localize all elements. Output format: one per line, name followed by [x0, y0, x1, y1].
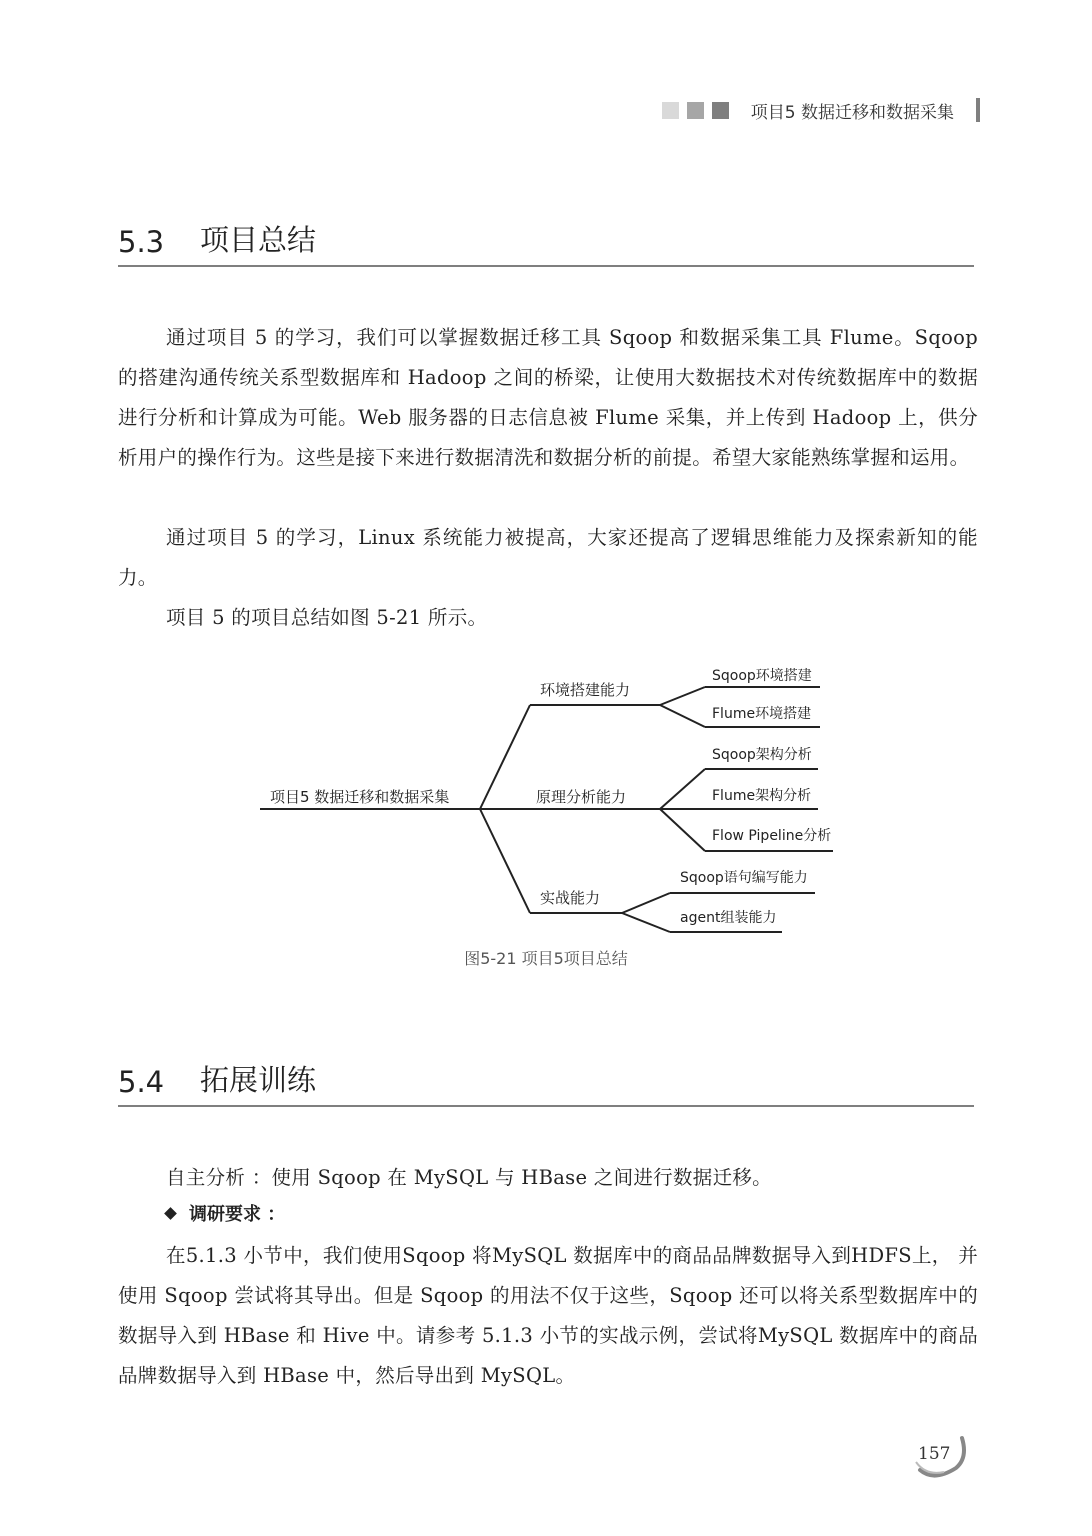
leaf-flow-pipeline: Flow Pipeline分析: [712, 828, 832, 844]
section-title: 拓展训练: [200, 1063, 317, 1097]
page-number-text: 157: [918, 1444, 951, 1464]
paragraph-summary-2: 通过项目 5 的学习，Linux 系统能力被提高，大家还提高了逻辑思维能力及探索新知的能力。: [118, 526, 978, 589]
leaf-flume-arch: Flume架构分析: [712, 788, 812, 804]
paragraph-task: 在5.1.3 小节中，我们使用Sqoop 将MySQL 数据库中的商品品牌数据导入到HDFS上， 并使用 Sqoop 尝试将其导出。但是 Sqoop 的用法不仅于这些，Sqoop 还可以将关系型数据库中的数据导入到 HBase 和 Hive 中。请参考 5.1.3 小节的实战示例，尝试将MySQL 数据库中的商品品牌数据导入到 HBase 中，然后导出到 MySQL。: [118, 1244, 978, 1387]
page-number: [914, 1432, 970, 1480]
leaf-sqoop-arch: Sqoop架构分析: [712, 747, 812, 763]
section-heading-5-3: [118, 218, 974, 267]
header-square-light: [662, 102, 679, 119]
leaf-agent-assembly: agent组装能力: [680, 910, 777, 926]
branch-environment: 环境搭建能力: [540, 681, 631, 699]
section-title: 项目总结: [200, 223, 317, 257]
figure-caption: 图5-21 项目5项目总结: [464, 949, 628, 968]
section-heading-5-4: [118, 1058, 974, 1107]
mind-map-root: 项目5 数据迁移和数据采集: [270, 788, 450, 806]
diamond-bullet-icon: [164, 1207, 177, 1220]
paragraph-summary-3: 项目 5 的项目总结如图 5-21 所示。: [166, 606, 488, 629]
section-number: 5.4: [118, 1065, 165, 1099]
branch-practice: 实战能力: [540, 889, 601, 907]
running-header: [662, 96, 980, 124]
leaf-flume-setup: Flume环境搭建: [712, 706, 812, 722]
branch-principle: 原理分析能力: [536, 788, 627, 806]
mind-map-diagram: [250, 655, 850, 945]
leaf-sqoop-setup: Sqoop环境搭建: [712, 668, 812, 684]
header-square-dark: [712, 102, 729, 119]
header-title: 项目5 数据迁移和数据采集: [750, 102, 954, 123]
header-bar: [976, 98, 980, 122]
paragraph-summary-1: 通过项目 5 的学习，我们可以掌握数据迁移工具 Sqoop 和数据采集工具 Flume。Sqoop 的搭建沟通传统关系型数据库和 Hadoop 之间的桥梁，让使用大数据技术对传统数据库中的数据进行分析和计算成为可能。Web 服务器的日志信息被 Flume 采集，并上传到 Hadoop 上，供分析用户的操作行为。这些是接下来进行数据清洗和数据分析的前提。希望大家能熟练掌握和运用。: [118, 326, 978, 469]
bullet-label: 调研要求 ：: [189, 1204, 286, 1225]
bullet-research-requirement: [166, 1200, 285, 1226]
paragraph-intro: 自主分析 ：使用 Sqoop 在 MySQL 与 HBase 之间进行数据迁移。: [166, 1166, 772, 1189]
leaf-sqoop-statement: Sqoop语句编写能力: [680, 870, 808, 886]
section-number: 5.3: [118, 225, 165, 259]
header-square-mid: [687, 102, 704, 119]
